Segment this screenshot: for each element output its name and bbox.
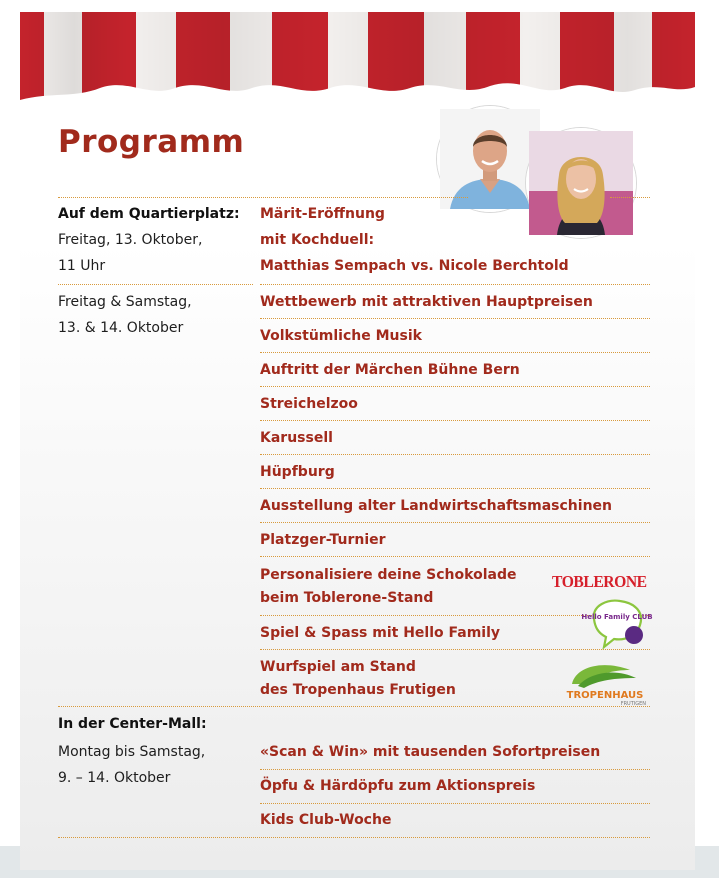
program-opening-line3: Matthias Sempach vs. Nicole Berchtold [260,258,569,274]
rule-right [260,649,650,650]
tropenhaus-logo-subtext: FRUTIGEN [620,701,646,707]
when-mall-line2: 9. – 14. Oktober [58,770,171,786]
program-opening-line1: Märit-Eröffnung [260,206,385,222]
rule-right [260,284,650,285]
rule-right [260,803,650,804]
rule-right [260,488,650,489]
program-item: Wettbewerb mit attraktiven Hauptpreisen [260,294,593,310]
mall-item: Kids Club-Woche [260,812,392,828]
section-label-quartierplatz: Auf dem Quartierplatz: [58,206,240,222]
section-label-center-mall: In der Center-Mall: [58,716,207,732]
program-tropenhaus-line2: des Tropenhaus Frutigen [260,682,456,698]
rule-right [260,769,650,770]
toblerone-logo: TOBLERONE [552,572,647,591]
when-opening-line1: Freitag, 13. Oktober, [58,232,203,248]
mall-item: Öpfu & Härdöpfu zum Aktionspreis [260,778,536,794]
program-item: Karussell [260,430,333,446]
rule-section [58,706,650,707]
rule-left-1 [58,284,253,285]
rule-right [260,318,650,319]
rule-top-right [610,197,650,198]
program-item: Hüpfburg [260,464,335,480]
program-item: Streichelzoo [260,396,358,412]
rule-right [260,454,650,455]
rule-bottom [58,837,650,838]
rule-right [260,386,650,387]
nicole-berchtold-photo [526,128,636,238]
rule-right [260,556,650,557]
program-item: Volkstümliche Musik [260,328,422,344]
program-toblerone-line2: beim Toblerone-Stand [260,590,434,606]
when-opening-line2: 11 Uhr [58,258,106,274]
program-item: Ausstellung alter Landwirtschaftsmaschinen [260,498,613,514]
program-tropenhaus-line1: Wurfspiel am Stand [260,659,416,675]
rule-right [260,352,650,353]
page-title: Programm [58,124,245,160]
program-item: Platzger-Turnier [260,532,386,548]
program-hello-family: Spiel & Spass mit Hello Family [260,625,501,641]
striped-awning [20,12,695,107]
when-weekend-line2: 13. & 14. Oktober [58,320,184,336]
program-opening-line2: mit Kochduell: [260,232,375,248]
tropenhaus-logo [556,660,654,706]
rule-right [260,522,650,523]
tropenhaus-logo-text: TROPENHAUS [566,690,644,701]
hello-family-logo-text: Hello Family CLUB [581,613,653,621]
program-toblerone-line1: Personalisiere deine Schokolade [260,567,517,583]
when-mall-line1: Montag bis Samstag, [58,744,206,760]
rule-top [58,197,468,198]
program-page [20,12,695,870]
hello-family-logo [581,597,653,649]
mall-item: «Scan & Win» mit tausenden Sofortpreisen [260,744,601,760]
program-item: Auftritt der Märchen Bühne Bern [260,362,520,378]
rule-right [260,420,650,421]
when-weekend-line1: Freitag & Samstag, [58,294,192,310]
